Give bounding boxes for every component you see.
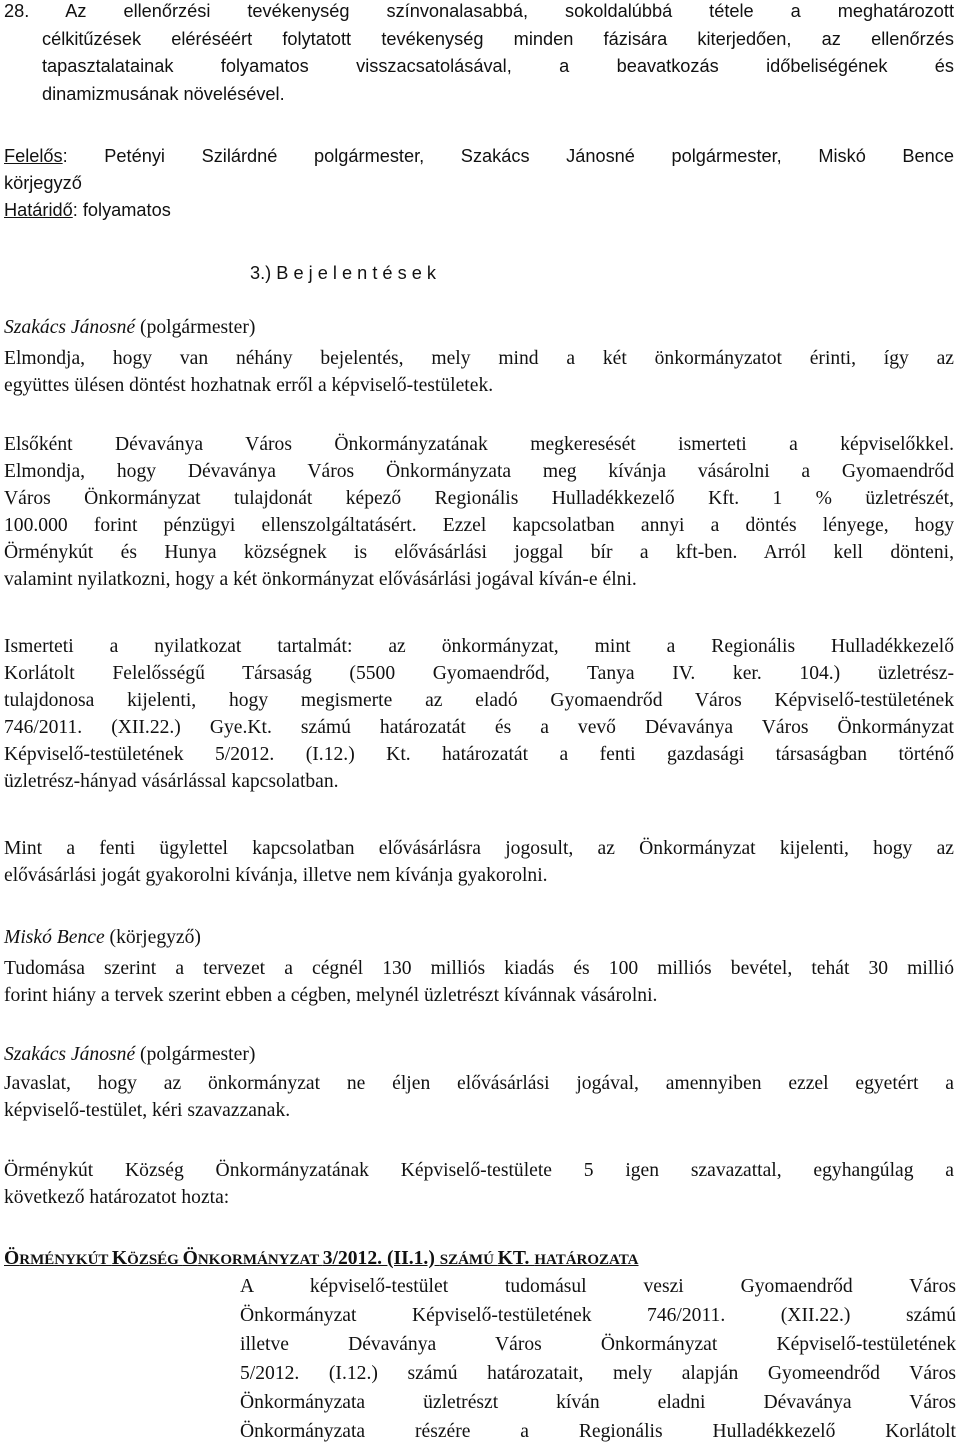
resolution-title-part-2b: ÖZSÉG (127, 1252, 183, 1268)
paragraph-3-line-4: 746/2011. (XII.22.) Gye.Kt. számú határozatát és a vevő Dévaványa Város Önkormányzat (4, 717, 954, 738)
responsible-continued: körjegyző (4, 173, 82, 193)
speaker-2-name: Miskó Bence (4, 927, 105, 948)
resolution-line-6: Önkormányzata részére a Regionális Hulladékkezelő Korlátolt (240, 1421, 956, 1442)
resolution-title-part-1b: RMÉNYKÚT (19, 1252, 112, 1268)
item-28-line-4: dinamizmusának növelésével. (42, 83, 285, 104)
resolution-line-3: illetve Dévaványa Város Önkormányzat Képviselő-testületének (240, 1334, 956, 1355)
paragraph-7-line-1: Örménykút Község Önkormányzatának Képviselő-testülete 5 igen szavazattal, egyhangúlag a (4, 1160, 954, 1181)
paragraph-3-line-5: Képviselő-testületének 5/2012. (I.12.) Kt. határozatát a fenti gazdasági társaságban történő (4, 744, 954, 765)
responsible-line (4, 143, 954, 170)
paragraph-1 (4, 345, 954, 399)
paragraph-3-line-1: Ismerteti a nyilatkozat tartalmát: az önkormányzat, mint a Regionális Hulladékkezelő (4, 636, 954, 657)
deadline-line (4, 197, 954, 224)
resolution-title-part-3b: NKORMÁNYZAT (197, 1252, 323, 1268)
paragraph-3-line-3: tulajdonosa kijelenti, hogy megismerte az eladó Gyomaendrőd Város Képviselő-testületének (4, 690, 954, 711)
speaker-1-role: (polgármester) (135, 317, 256, 338)
deadline-label: Határidő (4, 200, 73, 220)
resolution-title-part-3a: Ö (182, 1248, 198, 1269)
paragraph-5 (4, 955, 954, 1009)
paragraph-2-line-1: Elsőként Dévaványa Város Önkormányzatának megkeresését ismerteti a képviselőkkel. (4, 434, 954, 455)
item-28-line-3: tapasztalatainak folyamatos visszacsatolásával, a beavatkozás időbeliségének és (42, 56, 954, 76)
paragraph-3-line-6: üzletrész-hányad vásárlással kapcsolatban. (4, 771, 339, 792)
item-28-line-1: 28. Az ellenőrzési tevékenység színvonalasabbá, sokoldalúbbá tétele a meghatározott (4, 1, 954, 21)
resolution-title-part-5a: KT. (497, 1248, 535, 1269)
resolution-title (4, 1245, 954, 1274)
resolution-title-part-5b: HATÁROZATA (534, 1252, 639, 1268)
speaker-1-name: Szakács Jánosné (4, 317, 136, 338)
resolution-line-1: A képviselő-testület tudomásul veszi Gyomaendrőd Város (240, 1276, 956, 1297)
resolution-title-part-1a: Ö (4, 1248, 20, 1269)
paragraph-2-line-2: Elmondja, hogy Dévaványa Város Önkormányzata meg kívánja vásárolni a Gyomaendrőd (4, 461, 954, 482)
paragraph-1-line-2: együttes ülésen döntést hozhatnak erről a képviselő-testületek. (4, 375, 494, 396)
paragraph-5-line-1: Tudomása szerint a tervezet a cégnél 130 milliós kiadás és 100 milliós bevétel, tehát 30 millió (4, 958, 954, 979)
paragraph-3 (4, 633, 954, 795)
paragraph-3-line-2: Korlátolt Felelősségű Társaság (5500 Gyomaendrőd, Tanya IV. ker. 104.) üzletrész- (4, 663, 954, 684)
paragraph-2-line-4: 100.000 forint pénzügyi ellenszolgáltatásért. Ezzel kapcsolatban annyi a döntés lényege, hogy (4, 515, 954, 536)
paragraph-2-line-6: valamint nyilatkozni, hogy a két önkormányzat elővásárlási jogával kíván-e élni. (4, 569, 637, 590)
speaker-3-role: (polgármester) (135, 1044, 256, 1065)
resolution-title-part-2a: K (111, 1248, 128, 1269)
paragraph-6 (4, 1070, 954, 1124)
paragraph-5-line-2: forint hiány a tervek szerint ebben a cégben, melynél üzletrészt kívánnak vásárolni. (4, 985, 658, 1006)
resolution-title-part-4b: SZÁMÚ (439, 1252, 498, 1268)
deadline-text: : folyamatos (72, 200, 171, 220)
paragraph-2-line-5: Örménykút és Hunya községnek is elővásárlási joggal bír a kft-ben. Arról kell dönteni, (4, 542, 954, 563)
resolution-title-part-4a: 3/2012. (II.1.) (322, 1248, 440, 1269)
resolution-text (240, 1272, 956, 1446)
paragraph-7 (4, 1157, 954, 1211)
paragraph-6-line-1: Javaslat, hogy az önkormányzat ne éljen elővásárlási jogával, amennyiben ezzel egyetért a (4, 1073, 954, 1094)
speaker-3 (4, 1041, 954, 1068)
paragraph-7-line-2: következő határozatot hozta: (4, 1187, 230, 1208)
speaker-2 (4, 924, 954, 951)
paragraph-4 (4, 835, 954, 889)
paragraph-4-line-2: elővásárlási jogát gyakorolni kívánja, illetve nem kívánja gyakorolni. (4, 865, 548, 886)
speaker-2-role: (körjegyző) (104, 927, 201, 948)
paragraph-2 (4, 431, 954, 593)
resolution-line-5: Önkormányzata üzletrészt kíván eladni Dévaványa Város (240, 1392, 956, 1413)
resolution-line-4: 5/2012. (I.12.) számú határozatait, mely alapján Gyomeendrőd Város (240, 1363, 956, 1384)
responsible-label: Felelős (4, 146, 63, 166)
speaker-3-name: Szakács Jánosné (4, 1044, 136, 1065)
responsible-block (4, 143, 954, 224)
speaker-1 (4, 314, 954, 341)
responsible-text: : Petényi Szilárdné polgármester, Szakács Jánosné polgármester, Miskó Bence (62, 146, 954, 166)
paragraph-1-line-1: Elmondja, hogy van néhány bejelentés, mely mind a két önkormányzatot érinti, így az (4, 348, 954, 369)
paragraph-6-line-2: képviselő-testület, kéri szavazzanak. (4, 1100, 291, 1121)
item-28-line-2: célkitűzések eléréséért folytatott tevékenység minden fázisára kiterjedően, az ellenőrzés (42, 28, 954, 49)
section-heading: 3.) B e j e l e n t é s e k (250, 263, 437, 283)
item-28-paragraph (4, 0, 954, 108)
paragraph-2-line-3: Város Önkormányzat tulajdonát képező Regionális Hulladékkezelő Kft. 1 % üzletrészét, (4, 488, 954, 509)
resolution-line-2: Önkormányzat Képviselő-testületének 746/2011. (XII.22.) számú (240, 1305, 956, 1326)
paragraph-4-line-1: Mint a fenti ügylettel kapcsolatban elővásárlásra jogosult, az Önkormányzat kijelenti, hogy az (4, 838, 954, 859)
